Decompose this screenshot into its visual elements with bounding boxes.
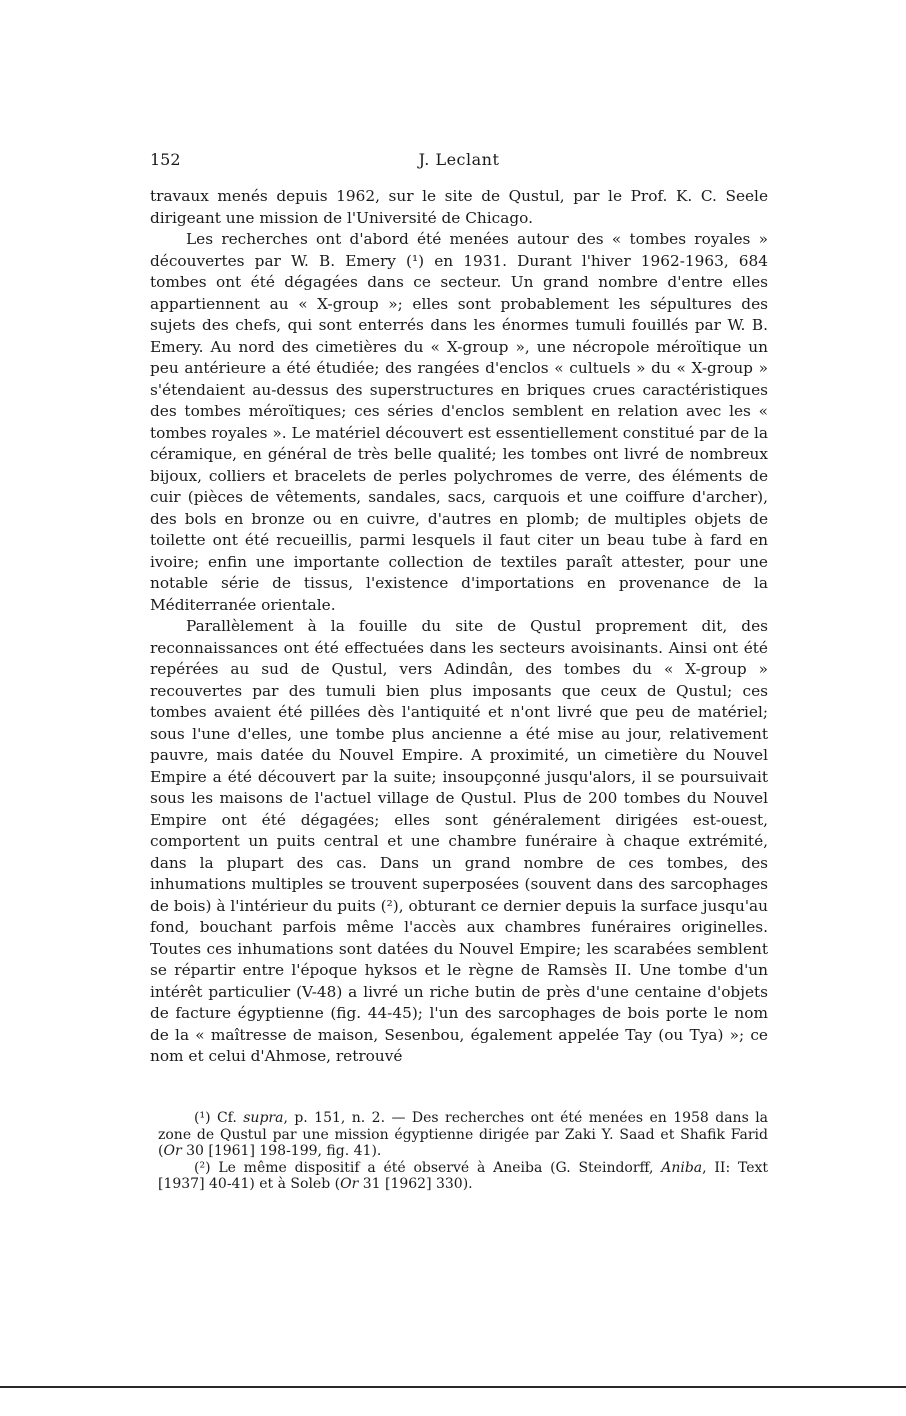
footnote-2 xyxy=(158,1160,768,1193)
paragraph-2: Les recherches ont d'abord été menées autour des « tombes royales » découvertes par W. B. Emery (¹) en 1931. Durant l'hiver 1962-1963, 684 tombes ont été dégagées dans ce secteur. Un grand nombre d'entre elles appartiennent au « X-group »; elles sont probablement les sépultures des sujets des chefs, qui sont enterrés dans les énormes tumuli fouillés par W. B. Emery. Au nord des cimetières du « X-group », une nécropole méroïtique un peu antérieure a été étudiée; des rangées d'enclos « cultuels » du « X-group » s'étendaient au-dessus des superstructures en briques crues caractéristiques des tombes méroïtiques; ces séries d'enclos semblent en relation avec les « tombes royales ». Le matériel découvert est essentiellement constitué par de la céramique, en général de très belle qualité; les tombes ont livré de nombreux bijoux, colliers et bracelets de perles polychromes de verre, des éléments de cuir (pièces de vêtements, sandales, sacs, carquois et une coiffure d'archer), des bols en bronze ou en cuivre, d'autres en plomb; de multiples objets de toilette ont été recueillis, parmi lesquels il faut citer un beau tube à fard en ivoire; enfin une importante collection de textiles paraît attester, pour une notable série de tissus, l'existence d'importations en provenance de la Méditerranée orientale. xyxy=(150,230,769,614)
page-header xyxy=(150,150,768,174)
footnote-2-journal: Or xyxy=(340,1176,359,1192)
body-text xyxy=(150,186,768,1068)
running-head: J. Leclant xyxy=(418,150,500,169)
bottom-rule xyxy=(0,1386,906,1388)
footnote-1-text-a: (¹) Cf. xyxy=(194,1110,244,1126)
footnotes xyxy=(158,1110,768,1193)
footnote-2-text-b: , II: Text [1937] 40-41) et à Soleb ( xyxy=(158,1159,769,1192)
footnote-2-aniba: Aniba xyxy=(661,1159,703,1176)
footnote-2-text-a: (²) Le même dispositif a été observé à Aneiba (G. Steindorff, xyxy=(194,1159,662,1176)
footnote-1 xyxy=(158,1110,768,1160)
footnote-1-text-c: 30 [1961] 198-199, fig. 41). xyxy=(181,1143,382,1159)
footnote-1-text-b: , p. 151, n. 2. — Des recherches ont été menées en 1958 dans la zone de Qustul par une mission égyptienne dirigée par Zaki Y. Saad et Shafik Farid ( xyxy=(158,1110,769,1159)
footnote-1-journal: Or xyxy=(163,1143,182,1159)
paragraph-3: Parallèlement à la fouille du site de Qustul proprement dit, des reconnaissances ont été effectuées dans les secteurs avoisinants. Ainsi ont été repérées au sud de Qustul, vers Adindân, des tombes du « X-group » recouvertes par des tumuli bien plus imposants que ceux de Qustul; ces tombes avaient été pillées dès l'antiquité et n'ont livré que peu de matériel; sous l'une d'elles, une tombe plus ancienne a été mise au jour, relativement pauvre, mais datée du Nouvel Empire. A proximité, un cimetière du Nouvel Empire a été découvert par la suite; insoupçonné jusqu'alors, il se poursuivait sous les maisons de l'actuel village de Qustul. Plus de 200 tombes du Nouvel Empire ont été dégagées; elles sont généralement dirigées est-ouest, comportent un puits central et une chambre funéraire à chaque extrémité, dans la plupart des cas. Dans un grand nombre de ces tombes, des inhumations multiples se trouvent superposées (souvent dans des sarcophages de bois) à l'intérieur du puits (²), obturant ce dernier depuis la surface jusqu'au fond, bouchant parfois même l'accès aux chambres funéraires originelles. Toutes ces inhumations sont datées du Nouvel Empire; les scarabées semblent se répartir entre l'époque hyksos et le règne de Ramsès II. Une tombe d'un intérêt particulier (V-48) a livré un riche butin de près d'une centaine d'objets de facture égyptienne (fig. 44-45); l'un des sarcophages de bois porte le nom de la « maîtresse de maison, Sesenbou, également appelée Tay (ou Tya) »; ce nom et celui d'Ahmose, retrouvé xyxy=(150,617,768,1065)
paragraph-1: travaux menés depuis 1962, sur le site de Qustul, par le Prof. K. C. Seele dirigeant une mission de l'Université de Chicago. xyxy=(150,187,768,227)
footnote-2-text-c: 31 [1962] 330). xyxy=(358,1176,473,1192)
footnote-1-supra: supra xyxy=(243,1110,284,1126)
page-number: 152 xyxy=(150,150,181,169)
